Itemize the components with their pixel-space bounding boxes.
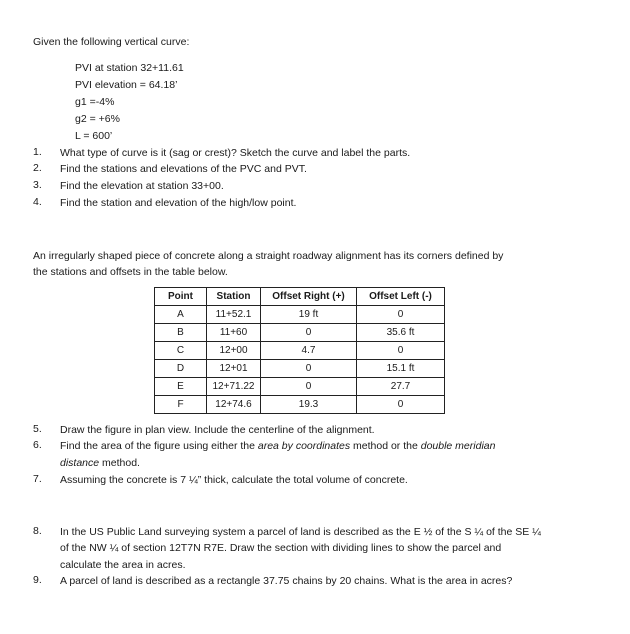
curve-param-pvi-station: PVI at station 32+11.61 xyxy=(75,62,184,74)
table-row xyxy=(155,378,445,396)
intro-text: Given the following vertical curve: xyxy=(33,36,190,48)
concrete-intro-line-1: An irregularly shaped piece of concrete along a straight roadway alignment has its corners defined by xyxy=(33,250,504,262)
table-row xyxy=(155,324,445,342)
cell-offset-left: 0 xyxy=(357,396,445,414)
table-row xyxy=(155,360,445,378)
question-text: Find the elevation at station 33+00. xyxy=(60,180,224,192)
cell-point: B xyxy=(155,324,207,342)
cell-offset-right: 0 xyxy=(261,324,357,342)
table-header-row xyxy=(155,288,445,306)
q6-method-1: area by coordinates xyxy=(257,440,351,452)
cell-offset-right: 0 xyxy=(261,360,357,378)
q6-method-2-cont: distance xyxy=(60,457,100,469)
cell-offset-right: 4.7 xyxy=(261,342,357,360)
cell-offset-left: 15.1 ft xyxy=(357,360,445,378)
q6-post: method. xyxy=(99,457,140,469)
question-text-continued xyxy=(60,456,140,470)
cell-station: 12+01 xyxy=(207,360,261,378)
cell-point: C xyxy=(155,342,207,360)
concrete-intro-line-2: the stations and offsets in the table below. xyxy=(33,266,228,278)
question-number: 6. xyxy=(33,439,42,451)
q6-mid: method or the xyxy=(350,440,421,452)
question-text: Find the station and elevation of the high/low point. xyxy=(60,197,297,209)
cell-point: D xyxy=(155,360,207,378)
q6-pre: Find the area of the figure using either the xyxy=(60,440,258,452)
header-point: Point xyxy=(155,288,207,306)
curve-param-g1: g1 =-4% xyxy=(75,96,115,108)
cell-point: E xyxy=(155,378,207,396)
question-text: Assuming the concrete is 7 ¼” thick, calculate the total volume of concrete. xyxy=(60,474,408,486)
cell-offset-left: 27.7 xyxy=(357,378,445,396)
question-number: 8. xyxy=(33,525,42,537)
question-number: 3. xyxy=(33,179,42,191)
question-text: Find the stations and elevations of the PVC and PVT. xyxy=(60,163,307,175)
header-offset-right: Offset Right (+) xyxy=(261,288,357,306)
question-text: What type of curve is it (sag or crest)? Sketch the curve and label the parts. xyxy=(60,147,411,159)
question-text-continued: of the NW ¼ of section 12T7N R7E. Draw the section with dividing lines to show the parcel and xyxy=(60,542,502,554)
question-number: 9. xyxy=(33,574,42,586)
question-text: Draw the figure in plan view. Include the centerline of the alignment. xyxy=(60,424,375,436)
cell-station: 12+00 xyxy=(207,342,261,360)
cell-station: 12+74.6 xyxy=(207,396,261,414)
question-text: In the US Public Land surveying system a parcel of land is described as the E ½ of the S ¼ of the SE ¼ xyxy=(60,526,541,538)
curve-param-g2: g2 = +6% xyxy=(75,113,120,125)
cell-offset-left: 0 xyxy=(357,306,445,324)
cell-station: 11+60 xyxy=(207,324,261,342)
cell-offset-left: 0 xyxy=(357,342,445,360)
question-number: 7. xyxy=(33,473,42,485)
curve-param-pvi-elevation: PVI elevation = 64.18’ xyxy=(75,79,178,91)
cell-offset-right: 19 ft xyxy=(261,306,357,324)
curve-param-length: L = 600’ xyxy=(75,130,113,142)
table-row xyxy=(155,306,445,324)
question-number: 2. xyxy=(33,162,42,174)
question-number: 4. xyxy=(33,196,42,208)
cell-point: F xyxy=(155,396,207,414)
question-text xyxy=(60,439,495,453)
cell-offset-left: 35.6 ft xyxy=(357,324,445,342)
cell-station: 11+52.1 xyxy=(207,306,261,324)
header-station: Station xyxy=(207,288,261,306)
q6-method-2: double meridian xyxy=(420,440,496,452)
question-text: A parcel of land is described as a rectangle 37.75 chains by 20 chains. What is the area in acres? xyxy=(60,575,513,587)
concrete-corner-table xyxy=(154,287,445,414)
cell-offset-right: 0 xyxy=(261,378,357,396)
cell-offset-right: 19.3 xyxy=(261,396,357,414)
table-row xyxy=(155,342,445,360)
cell-station: 12+71.22 xyxy=(207,378,261,396)
question-text-continued: calculate the area in acres. xyxy=(60,559,186,571)
table-row xyxy=(155,396,445,414)
question-number: 1. xyxy=(33,146,42,158)
header-offset-left: Offset Left (-) xyxy=(357,288,445,306)
question-number: 5. xyxy=(33,423,42,435)
cell-point: A xyxy=(155,306,207,324)
